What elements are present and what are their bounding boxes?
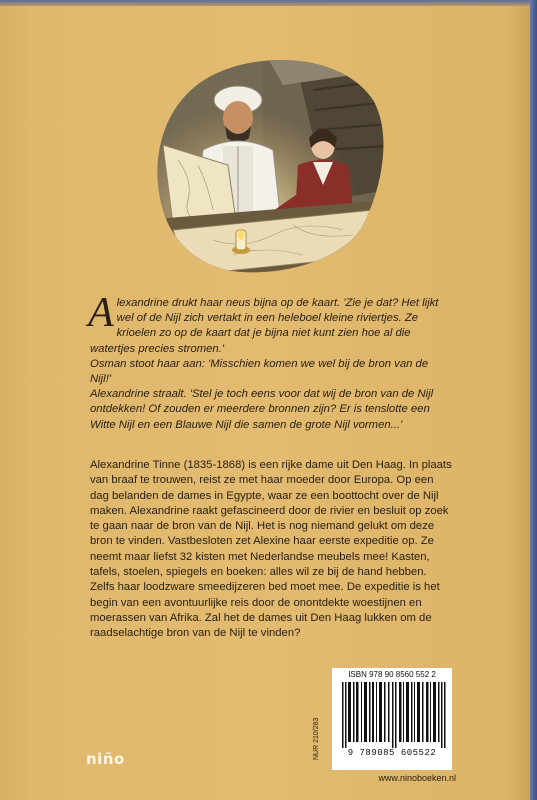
drop-cap: A xyxy=(88,290,114,336)
isbn-label: ISBN 978 90 8560 552 2 xyxy=(348,670,436,679)
barcode-digits: 9 789085 605522 xyxy=(347,748,437,758)
top-edge xyxy=(0,0,537,6)
barcode-icon xyxy=(342,682,446,748)
story-paragraph: lexandrine drukt haar neus bijna op de kaart. 'Zie je dat? Het lijkt wel of de Nijl zich vertakt in een heleboel kleine riviertjes. Ze krioelen zo op de kaart dat je bijna niet kunt zien hoe al die watertjes precies stromen.' xyxy=(90,297,439,355)
story-paragraph: Alexandrine straalt. 'Stel je toch eens voor dat wij de bron van de Nijl ontdekken! Of zouden er meerdere bronnen zijn? Er is tenslotte een Witte Nijl en een Blauwe Nijl die samen de grote Nijl vormen...' xyxy=(90,388,434,431)
story-paragraph: Osman stoot haar aan: 'Misschien komen we wel bij de bron van de Nijl!' xyxy=(90,357,429,386)
story-excerpt xyxy=(88,290,452,433)
nur-code: NUR 210/283 xyxy=(313,717,320,760)
cover-illustration xyxy=(143,50,388,280)
publisher-logo: niño xyxy=(86,750,125,768)
spine-edge xyxy=(530,0,537,800)
publisher-website: www.ninoboeken.nl xyxy=(378,773,456,783)
barcode-box xyxy=(332,668,452,770)
book-summary xyxy=(90,458,452,642)
summary-paragraph: Alexandrine Tinne (1835-1868) is een rijke dame uit Den Haag. In plaats van braaf te trouwen, reist ze met haar moeder door Europa. Op een dag belanden de dames in Egypte, waar ze een boottocht over de Nijl maken. Alexandrine raakt gefascineerd door de rivier en besluit op zoek te gaan naar de bron van de Nijl. Het is nog niemand gelukt om deze bron te vinden. Vastbesloten zet Alexine haar eerste expeditie op. Ze neemt maar liefst 32 kisten met Nederlandse meubels mee! Kasten, tafels, stoelen, spiegels en boeken: alles wil ze bij de hand hebben. Zelfs haar loodzware smeedijzeren bed moet mee. De expeditie is het begin van een avontuurlijke reis door de onontdekte woestijnen en moerassen van Afrika. Zal het de dames uit Den Haag lukken om de raadselachtige bron van de Nijl te vinden? xyxy=(90,459,452,640)
